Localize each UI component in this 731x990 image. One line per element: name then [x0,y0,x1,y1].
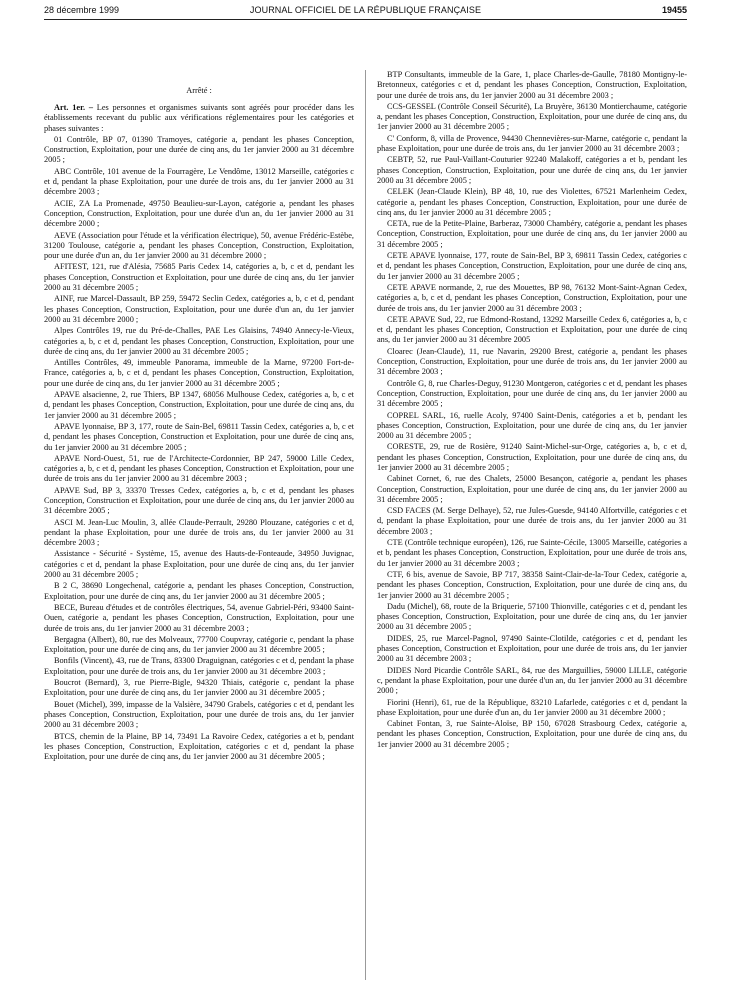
article-1 [44,103,354,134]
list-item: Boucrot (Bernard), 3, rue Pierre-Bigle, 94320 Thiais, catégorie c, pendant la phase Exploitation, pour une durée de cinq ans, du 1er janvier 2000 au 31 décembre 2005 ; [44,678,354,698]
list-item: DIDES, 25, rue Marcel-Pagnol, 97490 Sainte-Clotilde, catégories c et d, pendant les phases Conception, Construction et Exploitation, pour une durée de trois ans, du 1er janvier 2000 au 31 décembre 2003 ; [377,633,687,664]
list-item: CTE (Contrôle technique européen), 126, rue Sainte-Cécile, 13005 Marseille, catégories a et b, pendant les phases Conception, Construction, Exploitation, pour une durée de trois ans, du 1er janvier 2000 au 31 décembre 2003 ; [377,538,687,568]
list-item: Bonfils (Vincent), 43, rue de Trans, 83300 Draguignan, catégories c et d, pendant la phase Exploitation, pour une durée de trois ans, du 1er janvier 2000 au 31 décembre 2003 ; [44,656,354,676]
list-item: CCS-GESSEL (Contrôle Conseil Sécurité), La Bruyère, 36130 Montierchaume, catégorie a, pendant les phases Conception, Construction, Exploitation, pour une durée de cinq ans, du 1er janvier 2000 au 31 décembre 2005 ; [377,101,687,132]
list-item: Cloarec (Jean-Claude), 11, rue Navarin, 29200 Brest, catégorie a, pendant les phases Conception, Construction, Exploitation, pour une durée de trois ans, du 1er janvier 2000 au 31 décembre 2003 ; [377,346,687,377]
list-item: Contrôle G, 8, rue Charles-Deguy, 91230 Montgeron, catégories c et d, pendant les phases Conception, Construction, Exploitation, pour une durée de cinq ans, du 1er janvier 2000 au 31 décembre 2005 ; [377,378,687,409]
list-item: AEVE (Association pour l'étude et la vérification électrique), 50, avenue Frédéric-Estèbe, 31200 Toulouse, catégorie a, pendant les phases Conception, Construction, Exploitation, pour une durée d'un an, du 1er janvier 2000 au 31 décembre 2000 ; [44,230,354,261]
list-item: Fiorini (Henri), 61, rue de la République, 83210 Lafarlede, catégories c et d, pendant la phase Exploitation, pour une durée d'un an, du 1er janvier 2000 au 31 décembre 2000 ; [377,697,687,717]
list-item: B 2 C, 38690 Longechenal, catégorie a, pendant les phases Conception, Construction, Exploitation, pour une durée de cinq ans, du 1er janvier 2000 au 31 décembre 2005 ; [44,581,354,601]
list-item: COPREL SARL, 16, ruelle Acoly, 97400 Saint-Denis, catégories a et b, pendant les phases Conception, Construction, Exploitation, pour une durée de cinq ans, du 1er janvier 2000 au 31 décembre 2005 ; [377,410,687,441]
list-item: Assistance - Sécurité - Système, 15, avenue des Hauts-de-Fonteaude, 34950 Juvignac, catégories c et d, pendant la phase Exploitation, pour une durée de cinq ans, du 1er janvier 2000 au 31 décembre 2005 ; [44,549,354,580]
left-column [44,103,354,763]
page-number: 19455 [661,5,687,15]
list-item: CETA, rue de la Petite-Plaine, Barberaz, 73000 Chambéry, catégorie a, pendant les phases Conception, Construction, Exploitation, pour une durée de cinq ans, du 1er janvier 2000 au 31 décembre 2005 ; [377,219,687,249]
list-item: CTF, 6 bis, avenue de Savoie, BP 717, 38358 Saint-Clair-de-la-Tour Cedex, catégorie a, pendant les phases Conception, Construction, Exploitation, pour une durée de cinq ans, du 1er janvier 2000 au 31 décembre 2005 ; [377,569,687,600]
list-item: BTCS, chemin de la Plaine, BP 14, 73491 La Ravoire Cedex, catégories a et b, pendant les phases Conception, Construction, Exploitation, catégories c et d, pendant la phase Exploitation, pour une durée de cinq ans, du 1er janvier 2000 au 31 décembre 2005 ; [44,731,354,762]
list-item: Alpes Contrôles 19, rue du Pré-de-Challes, PAE Les Glaisins, 74940 Annecy-le-Vieux, catégories a, b, c et d, pendant les phases Conception, Construction, Exploitation, pour une durée de cinq ans, du 1er janvier 2000 au 31 décembre 2005 ; [44,326,354,356]
list-item: Bergagna (Albert), 80, rue des Molveaux, 77700 Coupvray, catégorie c, pendant la phase Exploitation, pour une durée de cinq ans, du 1er janvier 2000 au 31 décembre 2005 ; [44,634,354,655]
header-date: 28 décembre 1999 [44,5,120,15]
list-item: CETE APAVE lyonnaise, 177, route de Sain-Bel, BP 3, 69811 Tassin Cedex, catégories c et d, pendant les phases Conception, Construction, Exploitation, pour une durée de cinq ans, du 1er janvier 2000 au 31 décembre 2005 ; [377,251,687,281]
column-divider [365,70,366,980]
list-item: 01 Contrôle, BP 07, 01390 Tramoyes, catégorie a, pendant les phases Conception, Construction, Exploitation, pour une durée de cinq ans, du 1er janvier 2000 au 31 décembre 2005 ; [44,134,354,165]
list-item: ASCI M. Jean-Luc Moulin, 3, allée Claude-Perrault, 29280 Plouzane, catégories c et d, pendant la phase Exploitation, pour une durée de trois ans, du 1er janvier 2000 au 31 décembre 2003 ; [44,517,354,548]
list-item: APAVE Nord-Ouest, 51, rue de l'Architecte-Cordonnier, BP 247, 59000 Lille Cedex, catégories a, b, c et d, pendant les phases Conception, Construction et Exploitation, pour une durée de trois ans du 1er janvier 2000 au 31 décembre 2003 ; [44,453,354,484]
right-column [377,70,687,751]
header-rule [44,19,687,20]
list-item: CETE APAVE Sud, 22, rue Edmond-Rostand, 13292 Marseille Cedex 6, catégories a, b, c et d, pendant les phases Conception, Construction et Exploitation, pour une durée de cinq ans, du 1er janvier 2000 au 31 décembre 2005 [377,314,687,345]
list-item: DIDES Nord Picardie Contrôle SARL, 84, rue des Marguillies, 59000 LILLE, catégorie c, pendant la phase Exploitation, pour une durée d'un an, du 1er janvier 2000 au 31 décembre 2000 ; [377,665,687,696]
list-item: ACIE, ZA La Promenade, 49750 Beaulieu-sur-Layon, catégorie a, pendant les phases Conception, Construction, Exploitation, pour une durée d'un an, du 1er janvier 2000 au 31 décembre 2000 ; [44,198,354,229]
list-item: BTP Consultants, immeuble de la Gare, 1, place Charles-de-Gaulle, 78180 Montigny-le-Bretonneux, catégories c et d, pendant les phases Conception, Construction, Exploitation, pour une durée de trois ans, du 1er janvier 2000 au 31 décembre 2003 ; [377,70,687,100]
article-text: Les personnes et organismes suivants sont agréés pour procéder dans les établissements recevant du public aux vérifications réglementaires pour les catégories et phases suivantes : [44,103,354,133]
list-item: APAVE lyonnaise, BP 3, 177, route de Sain-Bel, 69811 Tassin Cedex, catégories a, b, c et d, pendant les phases Conception, Construction et Exploitation, pour une durée de cinq ans, du 1er janvier 2000 au 31 décembre 2005 ; [44,421,354,452]
arrete-heading: Arrêté : [186,86,212,95]
list-item: CORESTE, 29, rue de Rosière, 91240 Saint-Michel-sur-Orge, catégories a, b, c et d, pendant les phases Conception, Construction, Exploitation, pour une durée de cinq ans, du 1er janvier 2000 au 31 décembre 2005 ; [377,442,687,472]
list-item: AINF, rue Marcel-Dassault, BP 259, 59472 Seclin Cedex, catégories a, b, c et d, pendant les phases Conception, Construction, Exploitation, pour une durée d'un an, du 1er janvier 2000 au 31 décembre 2000 ; [44,294,354,324]
list-item: Antilles Contrôles, 49, immeuble Panorama, immeuble de la Marne, 97200 Fort-de-France, catégories a, b, c et d, pendant les phases Conception, Construction, Exploitation, pour une durée de cinq ans, du 1er janvier 2000 au 31 décembre 2005 ; [44,358,354,388]
article-label: Art. 1er. – [54,103,93,112]
list-item: Cabinet Cornet, 6, rue des Chalets, 25000 Besançon, catégorie a, pendant les phases Conception, Construction, Exploitation, pour une durée de cinq ans, du 1er janvier 2000 au 31 décembre 2005 ; [377,474,687,504]
list-item: CELEK (Jean-Claude Klein), BP 48, 10, rue des Violettes, 67521 Marlenheim Cedex, catégorie a, pendant les phases Conception, Construction, Exploitation, pour une durée de cinq ans, du 1er janvier 2000 au 31 décembre 2005 ; [377,187,687,217]
list-item: CEBTP, 52, rue Paul-Vaillant-Couturier 92240 Malakoff, catégories a et b, pendant les phases Conception, Construction, Exploitation, pour une durée de cinq ans, du 1er janvier 2000 au 31 décembre 2005 ; [377,155,687,185]
list-item: CSD FACES (M. Serge Delhaye), 52, rue Jules-Guesde, 94140 Alfortville, catégories c et d, pendant la phase Exploitation, pour une durée de trois ans, du 1er janvier 2000 au 31 décembre 2003 ; [377,506,687,536]
list-item: C' Conform, 8, villa de Provence, 94430 Chennevières-sur-Marne, catégorie c, pendant la phase Exploitation, pour une durée de trois ans, du 1er janvier 2000 au 31 décembre 2003 ; [377,133,687,154]
list-item: Dadu (Michel), 68, route de la Briquerie, 57100 Thionville, catégories c et d, pendant les phases Conception, Construction, Exploitation, pour une durée de cinq ans, du 1er janvier 2000 au 31 décembre 2005 ; [377,601,687,632]
list-item: APAVE alsacienne, 2, rue Thiers, BP 1347, 68056 Mulhouse Cedex, catégories a, b, c et d, pendant les phases Conception, Construction, Exploitation, pour une durée de cinq ans, du 1er janvier 2000 au 31 décembre 2005 ; [44,390,354,420]
list-item: Cabinet Fontan, 3, rue Sainte-Aloïse, BP 150, 67028 Strasbourg Cedex, catégorie a, pendant les phases Conception, Construction, Exploitation, pour une durée de cinq ans, du 1er janvier 2000 au 31 décembre 2005 ; [377,719,687,749]
list-item: ABC Contrôle, 101 avenue de la Fourragère, Le Vendôme, 13012 Marseille, catégories c et d, pendant la phase Exploitation, pour une durée de trois ans, du 1er janvier 2000 au 31 décembre 2003 ; [44,166,354,197]
list-item: APAVE Sud, BP 3, 33370 Tresses Cedex, catégories a, b, c et d, pendant les phases Conception, Construction et Exploitation, pour une durée de cinq ans, du 1er janvier 2000 au 31 décembre 2005 ; [44,485,354,516]
journal-title: JOURNAL OFFICIEL DE LA RÉPUBLIQUE FRANÇAISE [249,5,482,15]
list-item: CETE APAVE normande, 2, rue des Mouettes, BP 98, 76132 Mont-Saint-Agnan Cedex, catégories a, b, c et d, pendant les phases Conception, Construction, Exploitation, pour une durée de trois ans, du 1er janvier 2000 au 31 décembre 2003 ; [377,282,687,313]
list-item: Bouet (Michel), 399, impasse de la Valsière, 34790 Grabels, catégories c et d, pendant les phases Conception, Construction, Exploitation, pour une durée de trois ans, du 1er janvier 2000 au 31 décembre 2003 ; [44,699,354,730]
page-header [44,5,687,19]
list-item: BECE, Bureau d'études et de contrôles électriques, 54, avenue Gabriel-Péri, 93400 Saint-Ouen, catégorie a, pendant les phases Conception, Construction, Exploitation, pour une durée de trois ans, du 1er janvier 2000 au 31 décembre 2003 ; [44,602,354,633]
list-item: AFITEST, 121, rue d'Alésia, 75685 Paris Cedex 14, catégories a, b, c et d, pendant les phases Conception, Construction et Exploitation, pour une durée de cinq ans, du 1er janvier 2000 au 31 décembre 2005 ; [44,262,354,293]
